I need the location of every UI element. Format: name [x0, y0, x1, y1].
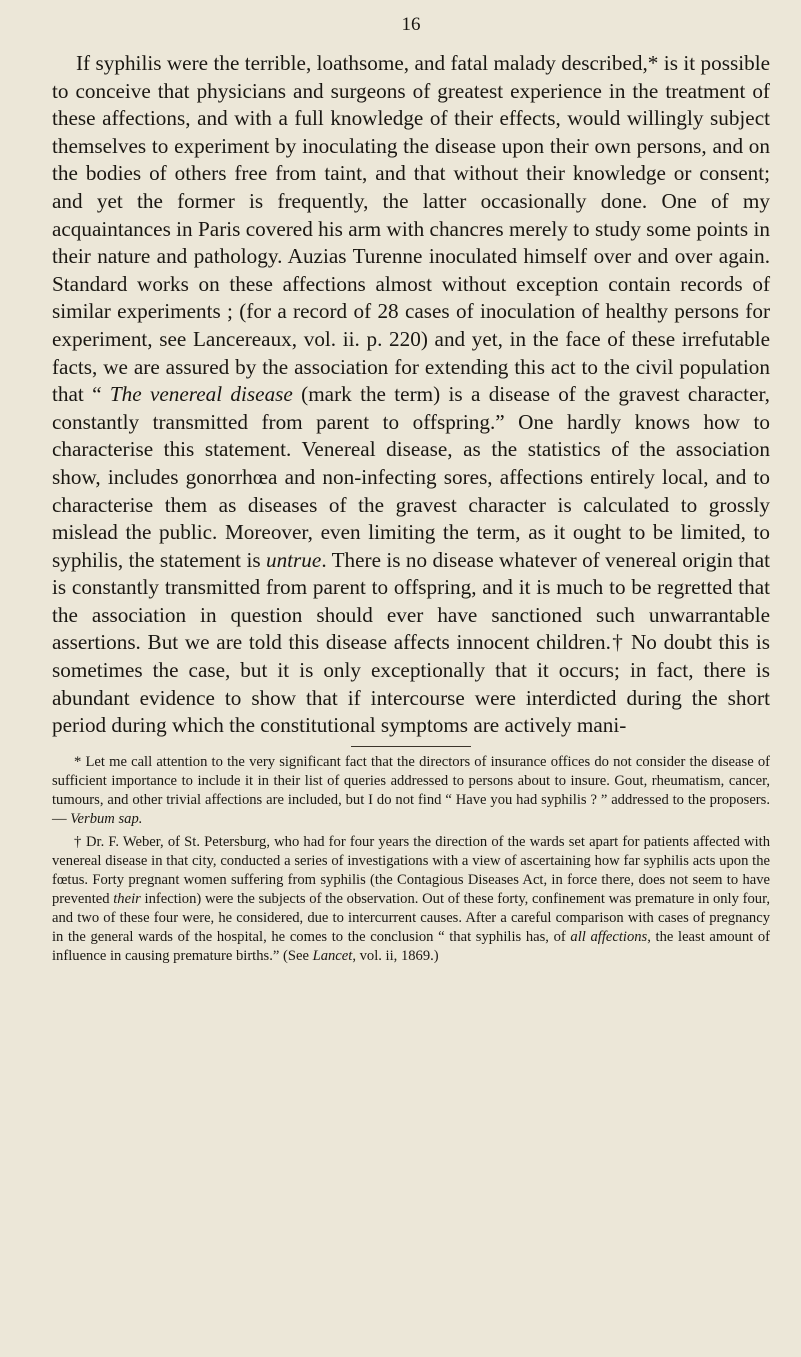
body-paragraph — [52, 50, 770, 740]
footnote-divider — [351, 746, 471, 747]
paragraph-text-2: (mark the term) is a disease of the gravest character, constantly transmitted from parent to offspring.” One hardly knows how to characterise this statement. Venereal disease, as the statistics of the association show, includes gonorrhœa and non-infecting sores, affections entirely local, and to characterise them as diseases of the gravest character is calculated to grossly mislead the public. Moreover, even limiting the term, as it ought to be limited, to syphilis, the statement is — [52, 382, 770, 572]
paragraph-text-1: If syphilis were the terrible, loathsome, and fatal malady described,* is it possible to conceive that physicians and surgeons of greatest experience in the treatment of these affections, and with a full knowledge of their effects, would willingly subject themselves to experiment by inoculating the disease upon their own persons, and on the bodies of others free from taint, and that without their knowledge or consent; and yet the former is frequently, the latter occasionally done. One of my acquaintances in Paris covered his arm with chancres merely to study some points in their nature and pathology. Auzias Turenne inoculated himself over and over again. Standard works on these affections almost without exception contain records of similar experiments ; (for a record of 28 cases of inoculation of healthy persons for experiment, see Lancereaux, vol. ii. p. 220) and yet, in the face of these irrefutable facts, we are assured by the association for extending this act to the civil population that “ — [52, 51, 770, 407]
paragraph-text-3: . There is no disease whatever of venereal origin that is constantly transmitted from parent to offspring, and it is much to be regretted that the association in question should ever have sanctioned such unwarrantable assertions. But we are told this disease affects innocent children.† No doubt this is sometimes the case, but it is only exceptionally that it occurs; in fact, there is abundant evidence to show that if intercourse were interdicted during the short period during which the constitutional symptoms are actively mani- — [52, 547, 770, 738]
footnote2-italic-affections: all affections — [570, 928, 648, 945]
paragraph-italic-term: The venereal disease — [109, 382, 293, 407]
footnote1-text: * Let me call attention to the very significant fact that the directors of insurance offices do not consider the disease of sufficient importance to include it in their list of queries addressed to persons about to insure. Gout, rheumatism, cancer, tumours, and other trivial affections are included, but I do not find “ Have you had syphilis ? ” addressed to the proposers.— — [52, 753, 770, 827]
footnote1-italic: Verbum sap. — [70, 810, 143, 827]
footnote2-text-3: , the least amount of influence in causing premature births.” (See — [52, 928, 770, 964]
book-page — [52, 14, 770, 966]
footnote-insurance — [52, 753, 770, 829]
footnote2-text-2: infection) were the subjects of the observation. Out of these forty, confinement was premature in only four, and two of these four were, he considered, due to intercurrent causes. After a careful comparison with cases of pregnancy in the general wards of the hospital, he comes to the conclusion “ that syphilis has, of — [52, 890, 770, 945]
footnote-weber — [52, 833, 770, 966]
page-number: 16 — [401, 14, 421, 35]
footnote2-italic-their: their — [113, 890, 141, 907]
footnote2-italic-lancet: Lancet — [312, 947, 353, 964]
paragraph-italic-untrue: untrue — [265, 547, 322, 572]
footnote2-text-1: † Dr. F. Weber, of St. Petersburg, who had for four years the direction of the wards set apart for patients affected with venereal disease in that city, conducted a series of investigations with a view of ascertaining how far syphilis acts upon the fœtus. Forty pregnant women suffering from syphilis (the Contagious Diseases Act, in force there, does not seem to have prevented — [52, 833, 770, 907]
footnote2-text-4: , vol. ii, 1869.) — [352, 947, 439, 964]
